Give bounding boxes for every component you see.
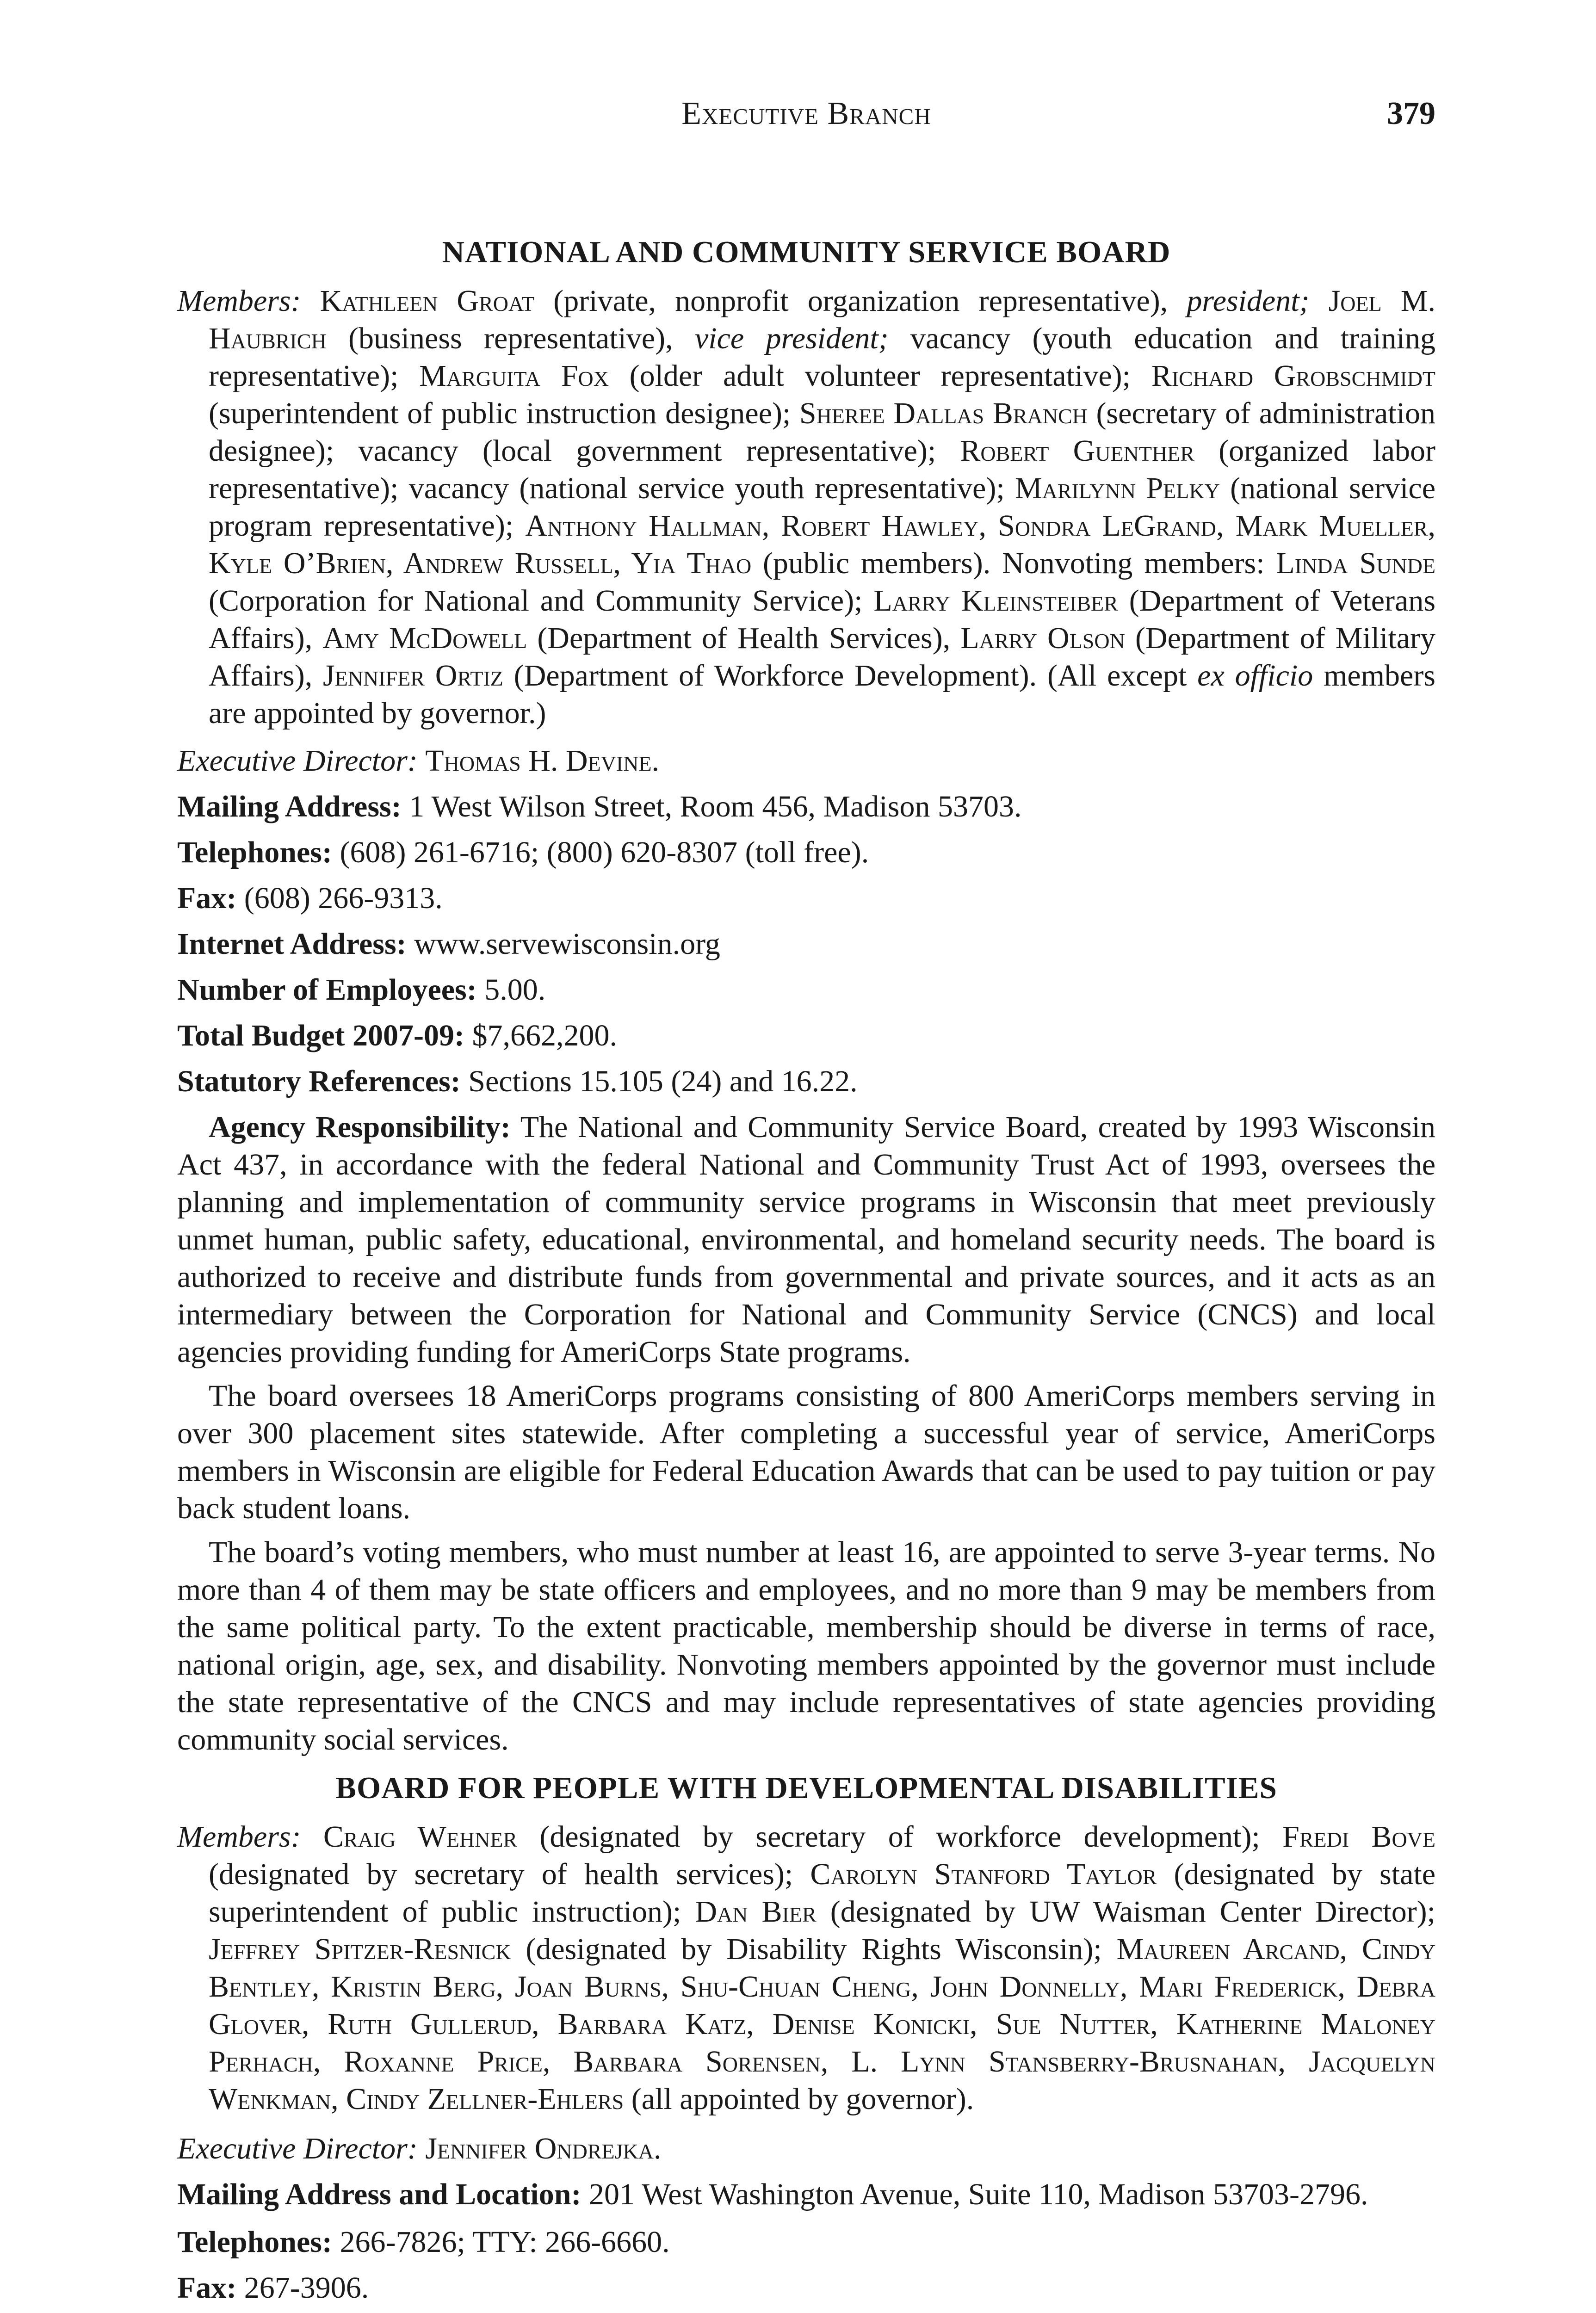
member-name: Craig Wehner [323, 1820, 518, 1854]
ex-officio-text: ex officio [1197, 659, 1313, 693]
internet-address: Internet Address: www.servewisconsin.org [177, 927, 720, 961]
number-of-employees: Number of Employees: 5.00. [177, 973, 546, 1007]
member-names-governor-appointed: Maureen Arcand, Cindy Bentley, Kristin Berg, Joan Burns, Shu-Chuan Cheng, John Donnelly, Mari Frederick, Debra Glover, Ruth Gullerud, Barbara Katz, Denise Konicki, Sue Nutter, Katherine Maloney Perhach, Roxanne Price, Barbara Sorensen, L. Lynn Stansberry-Brusnahan, Jacquelyn Wenkman, Cindy Zellner-Ehlers [209, 1932, 1436, 2116]
member-name: Joel M. Haubrich [209, 284, 1436, 355]
member-name: Amy McDowell [322, 621, 527, 655]
member-name: Richard Grobschmidt [1151, 359, 1436, 393]
member-names-public: Anthony Hallman, Robert Hawley, Sondra LeGrand, Mark Mueller, Kyle O’Brien, Andrew Russell, Yia Thao [209, 509, 1435, 580]
statutory-references: Statutory References: Sections 15.105 (24) and 16.22. [177, 1064, 858, 1098]
member-name: Sheree Dallas Branch [799, 396, 1088, 430]
member-name: Marilynn Pelky [1015, 471, 1220, 505]
member-role: vice president; [694, 322, 889, 355]
executive-director: Executive Director: Thomas H. Devine. [177, 744, 660, 778]
telephones: Telephones: (608) 261-6716; (800) 620-8307 (toll free). [177, 835, 869, 869]
americorps-paragraph: The board oversees 18 AmeriCorps programs consisting of 800 AmeriCorps members serving in over 300 placement sites statewide. After completing a successful year of service, AmeriCorps members in Wisconsin are eligible for Federal Education Awards that can be used to pay tuition or pay back student loans. [177, 1379, 1435, 1525]
member-name: Larry Olson [960, 621, 1125, 655]
member-role: president; [1187, 284, 1310, 318]
section-title: BOARD FOR PEOPLE WITH DEVELOPMENTAL DISABILITIES [335, 1771, 1277, 1805]
voting-members-paragraph: The board’s voting members, who must number at least 16, are appointed to serve 3-year terms. No more than 4 of them may be state officers and employees, and no more than 9 may be members from the same political party. To the extent practicable, membership should be diverse in terms of race, national origin, age, sex, and disability. Nonvoting members appointed by the governor must include the state representative of the CNCS and may include representatives of state agencies providing community social services. [177, 1535, 1435, 1756]
member-name: Robert Guenther [960, 434, 1194, 468]
running-header [177, 95, 1435, 136]
member-name: Jeffrey Spitzer-Resnick [209, 1932, 511, 1966]
executive-director: Executive Director: Jennifer Ondrejka. [177, 2132, 662, 2165]
total-budget: Total Budget 2007-09: $7,662,200. [177, 1019, 617, 1052]
fax: Fax: (608) 266-9313. [177, 881, 443, 915]
member-name: Dan Bier [695, 1895, 817, 1929]
page-content [177, 234, 1435, 2313]
mailing-address-and-location: Mailing Address and Location: 201 West Washington Avenue, Suite 110, Madison 53703-2796. [177, 2177, 1368, 2211]
members-paragraph: Members: Craig Wehner (designated by secretary of workforce development); Fredi Bove (designated by secretary of health services); Carolyn Stanford Taylor (designated by state superintendent of public instruction); Dan Bier (designated by UW Waisman Center Director); Jeffrey Spitzer-Resnick (designated by Disability Rights Wisconsin); Maureen Arcand, Cindy Bentley, Kristin Berg, Joan Burns, Shu-Chuan Cheng, John Donnelly, Mari Frederick, Debra Glover, Ruth Gullerud, Barbara Katz, Denise Konicki, Sue Nutter, Katherine Maloney Perhach, Roxanne Price, Barbara Sorensen, L. Lynn Stansberry-Brusnahan, Jacquelyn Wenkman, Cindy Zellner-Ehlers (all appointed by governor). [177, 1820, 1436, 2116]
telephones: Telephones: 266-7826; TTY: 266-6660. [177, 2225, 670, 2259]
member-name: Jennifer Ortiz [323, 659, 503, 693]
page-number: 379 [1387, 96, 1435, 131]
mailing-address: Mailing Address: 1 West Wilson Street, Room 456, Madison 53703. [177, 790, 1022, 823]
members-paragraph: Members: Kathleen Groat (private, nonprofit organization representative), president; Joel M. Haubrich (business representative), vice president; vacancy (youth education and training representative); Marguita Fox (older adult volunteer representative); Richard Grobschmidt (superintendent of public instruction designee); Sheree Dallas Branch (secretary of administration designee); vacancy (local government representative); Robert Guenther (organized labor representative); vacancy (national service youth representative); Marilynn Pelky (national service program representative); Anthony Hallman, Robert Hawley, Sondra LeGrand, Mark Mueller, Kyle O’Brien, Andrew Russell, Yia Thao (public members). Nonvoting members: Linda Sunde (Corporation for National and Community Service); Larry Kleinsteiber (Department of Veterans Affairs), Amy McDowell (Department of Health Services), Larry Olson (Department of Military Affairs), Jennifer Ortiz (Department of Workforce Development). (All except ex officio members are appointed by governor.) [177, 284, 1436, 730]
developmental-disabilities-board-section [177, 1769, 1435, 2307]
member-name: Kathleen Groat [320, 284, 535, 318]
member-name: Carolyn Stanford Taylor [810, 1857, 1157, 1891]
national-community-service-board-section [177, 234, 1435, 1758]
members-label: Members: [177, 284, 301, 318]
member-name: Larry Kleinsteiber [873, 584, 1118, 618]
running-title: Executive Branch [681, 96, 931, 131]
fax: Fax: 267-3906. [177, 2271, 369, 2305]
member-name: Marguita Fox [419, 359, 609, 393]
section-title: NATIONAL AND COMMUNITY SERVICE BOARD [442, 235, 1171, 269]
member-name: Linda Sunde [1276, 546, 1435, 580]
agency-responsibility: Agency Responsibility: The National and Community Service Board, created by 1993 Wisconsin Act 437, in accordance with the federal National and Community Trust Act of 1993, oversees the planning and implementation of community service programs in Wisconsin that meet previously unmet human, public safety, educational, environmental, and homeland security needs. The board is authorized to receive and distribute funds from governmental and private sources, and it acts as an intermediary between the Corporation for National and Community Service (CNCS) and local agencies providing funding for AmeriCorps State programs. [177, 1110, 1435, 1369]
members-label: Members: [177, 1820, 301, 1854]
member-name: Fredi Bove [1282, 1820, 1435, 1854]
